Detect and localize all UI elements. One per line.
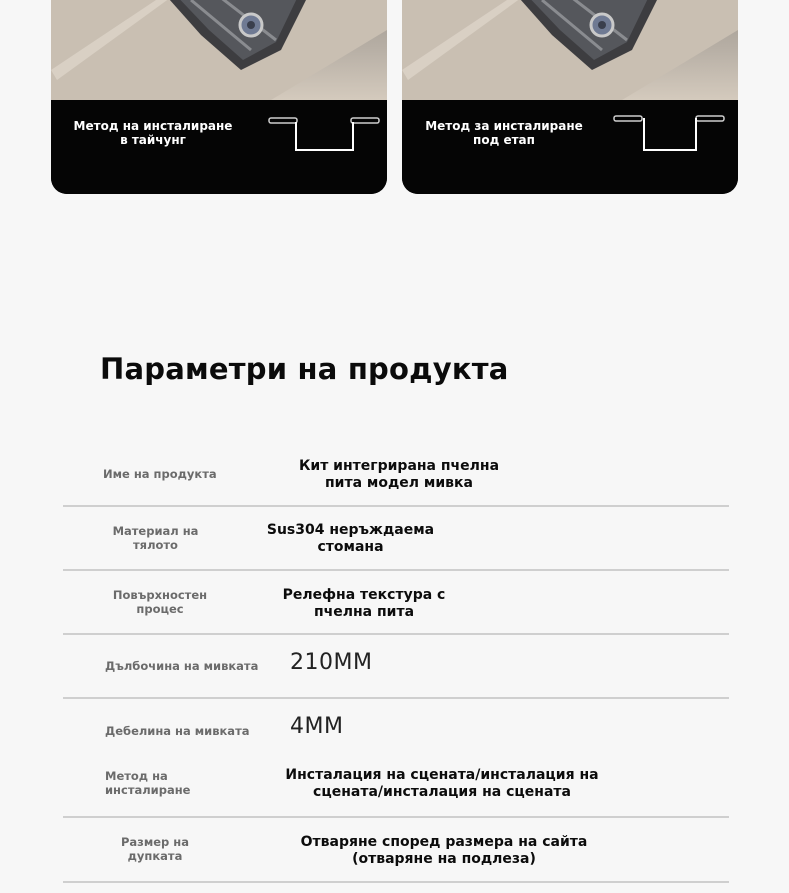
install-card-undermount	[51, 0, 387, 194]
param-value: Отваряне според размера на сайта (отваряне на подлеза)	[300, 834, 588, 867]
sink-photo	[51, 0, 387, 100]
param-label: Дебелина на мивката	[105, 724, 250, 738]
row-divider	[63, 569, 729, 571]
row-divider	[63, 505, 729, 507]
underlay-diagram-icon	[612, 114, 732, 160]
param-value: Релефна текстура с пчелна пита	[282, 587, 446, 620]
param-value: Кит интегрирана пчелна пита модел мивка	[298, 458, 500, 491]
param-value: Sus304 неръждаема стомана	[266, 522, 435, 555]
param-row-install-method	[63, 767, 729, 815]
param-row-product-name	[63, 458, 729, 506]
install-card-underlay	[402, 0, 738, 194]
param-label: Име на продукта	[103, 467, 217, 481]
param-row-body-material	[63, 522, 729, 570]
install-caption: Метод за инсталиране под етап	[425, 119, 583, 147]
param-label: Размер на дупката	[120, 835, 189, 863]
param-row-sink-thickness	[63, 714, 729, 762]
param-value: 4MM	[290, 714, 344, 739]
row-divider	[63, 881, 729, 883]
param-label: Дълбочина на мивката	[105, 659, 259, 673]
undermount-diagram-icon	[267, 114, 383, 160]
param-label: Материал на тялото	[112, 524, 199, 552]
param-row-sink-depth	[63, 650, 729, 698]
install-caption: Метод на инсталиране в тайчунг	[73, 119, 233, 147]
param-row-surface-process	[63, 587, 729, 635]
param-value: 210MM	[290, 650, 373, 675]
row-divider	[63, 633, 729, 635]
row-divider	[63, 697, 729, 699]
param-value: Инсталация на сцената/инсталация на сцената/инсталация на сцената	[285, 767, 599, 800]
param-row-hole-size	[63, 834, 729, 882]
param-label: Метод на инсталиране	[105, 769, 191, 797]
sink-photo	[402, 0, 738, 100]
param-label: Повърхностен процес	[112, 588, 208, 616]
page-title: Параметри на продукта	[100, 352, 509, 386]
row-divider	[63, 816, 729, 818]
